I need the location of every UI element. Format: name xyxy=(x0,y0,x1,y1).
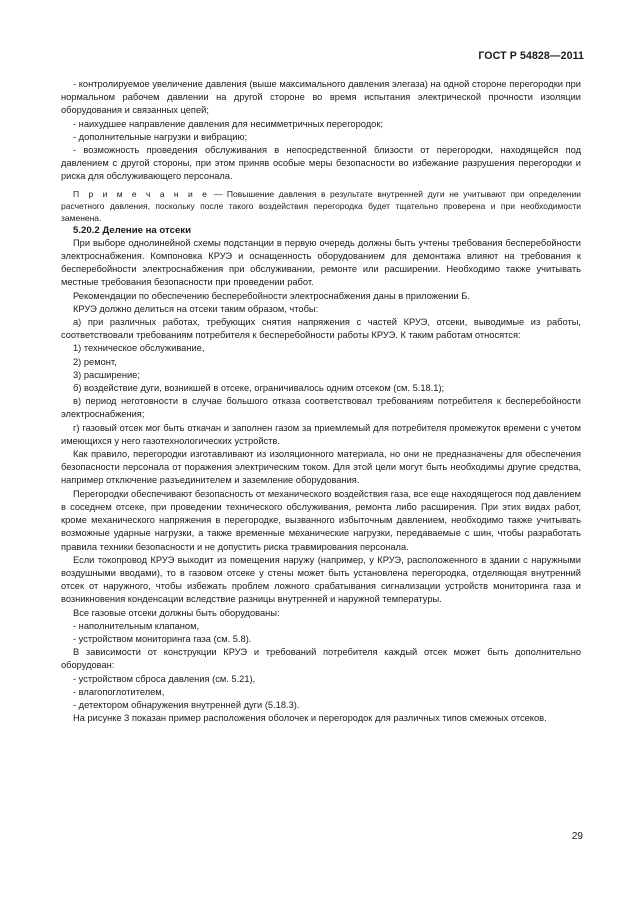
list-item: - контролируемое увеличение давления (выше максимального давления элегаза) на одной стороне перегородки при нормальном рабочем давлении на другой стороне во время испытания электрической прочности изоляции оборудования и связанных цепей; xyxy=(61,79,581,116)
note-paragraph xyxy=(61,188,581,224)
section-heading: 5.20.2 Деление на отсеки xyxy=(73,224,191,236)
paragraph: В зависимости от конструкции КРУЭ и требований потребителя каждый отсек может быть дополнительно оборудован: xyxy=(61,647,581,671)
note-text: — Повышение давления в результате внутренней дуги не учитывают при определении расчетного давления, поскольку после такого воздействия перегородка будет тщательно проверена и при необходимости заменена. xyxy=(61,188,581,223)
paragraph: КРУЭ должно делиться на отсеки таким образом, чтобы: xyxy=(73,303,319,314)
paragraph: Все газовые отсеки должны быть оборудованы: xyxy=(73,607,280,618)
list-item: - дополнительные нагрузки и вибрацию; xyxy=(73,131,248,142)
list-item: б) воздействие дуги, возникшей в отсеке, ограничивалось одним отсеком (см. 5.18.1); xyxy=(73,383,445,394)
list-item: г) газовый отсек мог быть откачан и заполнен газом за приемлемый для потребителя промежуток времени с учетом имеющихся у него газотехнологических устройств. xyxy=(61,422,581,446)
paragraph: Перегородки обеспечивают безопасность от механического воздействия газа, все еще находящегося под давлением в соседнем отсеке, при проведении технического обслуживания, ремонта либо расширения. При этих видах работ, кроме механического напряжения в перегородке, вызванного избыточным давлением, необходимо также учитывать возможные ударные нагрузки, а также временные механические нагрузки, передаваемые с шин, чтобы разработать правила техники безопасности и не допустить риска травмирования персонала. xyxy=(61,488,581,552)
list-item: - влагопоглотителем, xyxy=(73,686,165,697)
paragraph: Как правило, перегородки изготавливают из изоляционного материала, но они не предназначены для обеспечения безопасности персонала от поражения электрическим током. Для этой цели могут быть необходимы другие средства, например отключение разъединителем и заземление оборудования. xyxy=(61,449,581,486)
list-item: 2) ремонт, xyxy=(73,356,117,367)
list-item: - устройством сброса давления (см. 5.21), xyxy=(73,673,256,684)
list-item: - наихудшее направление давления для несимметричных перегородок; xyxy=(73,118,383,129)
paragraph: При выборе однолинейной схемы подстанции в первую очередь должны быть учтены требования бесперебойности электроснабжения. Компоновка КРУЭ и оснащенность оборудованием для демонтажа влияют на требования к бесперебойности электроснабжения при обслуживании, ремонте или расширении. Необходимо также учитывать местные требования безопасности при проведении работ. xyxy=(61,237,581,288)
page-body xyxy=(61,78,581,725)
list-item: в) период неготовности в случае большого отказа соответствовал требованиям потребителя к бесперебойности электроснабжения; xyxy=(61,396,581,420)
page-number: 29 xyxy=(571,831,583,842)
list-item: 3) расширение; xyxy=(73,369,140,380)
list-item: 1) техническое обслуживание, xyxy=(73,343,205,354)
document-code: ГОСТ Р 54828—2011 xyxy=(478,50,584,62)
list-item: - наполнительным клапаном, xyxy=(73,620,200,631)
paragraph: Если токопровод КРУЭ выходит из помещения наружу (например, у КРУЭ, расположенного в здании с наружными воздушными вводами), то в газовом отсеке у стены может быть установлена перегородка, отделяющая внутренний отсек от наружного, чтобы избежать проблем ложного срабатывания сигнализации устройств мониторинга газа и возникновения конденсации вследствие разницы внутренней и наружной температуры. xyxy=(61,554,581,605)
paragraph: На рисунке 3 показан пример расположения оболочек и перегородок для различных типов смежных отсеков. xyxy=(73,713,547,724)
list-item: - возможность проведения обслуживания в непосредственной близости от перегородки, находящейся под давлением с другой стороны, при этом приняв особые меры безопасности во избежание разрушения перегородки и риска для обслуживающего персонала. xyxy=(61,145,581,182)
note-label: П р и м е ч а н и е xyxy=(73,188,210,199)
list-item: - детектором обнаружения внутренней дуги (5.18.3). xyxy=(73,699,300,710)
list-item: а) при различных работах, требующих снятия напряжения с частей КРУЭ, отсеки, выводимые из работы, соответствовали требованиям потребителя к бесперебойности работы КРУЭ. К таким работам относятся: xyxy=(61,317,581,341)
paragraph: Рекомендации по обеспечению бесперебойности электроснабжения даны в приложении Б. xyxy=(73,290,470,301)
list-item: - устройством мониторинга газа (см. 5.8). xyxy=(73,633,252,644)
